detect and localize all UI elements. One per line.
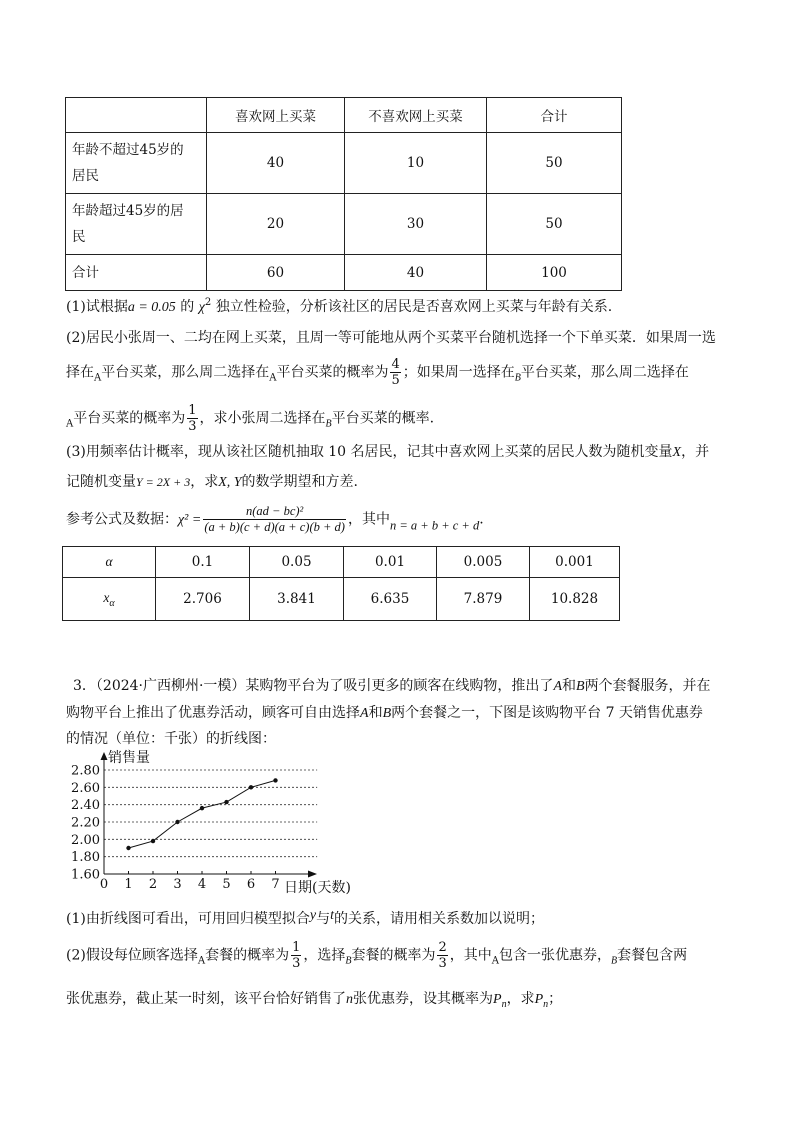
y-tick-label: 2.60: [71, 780, 100, 796]
alpha-label: α: [63, 547, 156, 578]
problem-3-q2-line1: [66, 940, 687, 971]
sales-line-chart: [66, 748, 386, 900]
x-tick-label: 5: [222, 877, 231, 892]
table-header-cell: 喜欢网上买菜: [207, 98, 345, 133]
question-2-line3: [66, 403, 434, 434]
data-point: [224, 800, 228, 804]
x-tick-label: 0: [99, 877, 109, 892]
fraction-2-3: [437, 940, 447, 971]
fraction-denominator: 3: [292, 956, 301, 971]
table-cell: 2.706: [156, 578, 250, 621]
p3q2-text: ；: [548, 991, 563, 1007]
data-point: [151, 839, 155, 843]
p3q2-text: ，其中: [449, 947, 492, 964]
problem-3-q1: [66, 908, 544, 928]
table-cell: 50: [487, 133, 622, 194]
x-alpha-label: [63, 578, 156, 621]
p3q2-text: (2)假设每位顾客选择: [66, 947, 198, 964]
fraction-numerator: 2: [438, 940, 447, 955]
package-b-label: B: [382, 706, 392, 721]
platform-b-label: B: [325, 418, 332, 430]
variable-y: y: [309, 908, 317, 923]
variable-t: t: [330, 908, 334, 923]
p3q2-text: 包含一张优惠券，: [498, 947, 611, 964]
question-1: [66, 296, 612, 316]
data-point: [200, 806, 204, 810]
question-2-line1: (2)居民小张周一、二均在网上买菜，且周一等可能地从两个买菜平台随机选择一个下单买菜．如果周一选: [66, 330, 716, 346]
row-label-line1: 合计: [72, 264, 99, 281]
table-row: [66, 194, 622, 255]
x-tick-label: 4: [197, 877, 207, 892]
x-tick-label: 6: [246, 877, 256, 892]
p3q1-text: 的关系，请用相关系数加以说明；: [333, 911, 544, 927]
package-b-label: B: [576, 679, 585, 694]
row-label: [66, 194, 207, 255]
row-label: [66, 133, 207, 194]
q1-rest: 独立性检验，分析该社区的居民是否喜欢网上买菜与年龄有关系.: [211, 299, 613, 315]
alpha-row: [63, 547, 620, 578]
formula-mid: ，其中: [347, 511, 390, 528]
q2-text: 平台买菜，那么周二选择在: [520, 364, 689, 381]
formula-numerator: n(ad − bc)²: [203, 504, 346, 520]
q3-text: 记随机变量: [66, 474, 136, 490]
fraction-numerator: 1: [292, 940, 301, 955]
p3q2-text: 张优惠券，设其概率为: [353, 991, 493, 1007]
q2-text: 平台买菜的概率为: [276, 364, 389, 381]
q3-text: 的数学期望和方差.: [241, 474, 358, 490]
data-point: [126, 846, 130, 850]
x-tick-label: 3: [173, 877, 182, 892]
y-tick-label: 1.60: [71, 867, 100, 883]
table-cell: 100: [487, 255, 622, 291]
question-3-line2: [66, 471, 358, 491]
data-point: [273, 778, 277, 782]
table-cell: 0.001: [530, 547, 620, 578]
package-a-label: A: [360, 706, 369, 721]
table-cell: 30: [345, 194, 487, 255]
y-tick-label: 2.20: [71, 815, 100, 831]
p3-text: 两个套餐服务，并在: [584, 678, 711, 694]
q2-text: ；如果周一选择在: [402, 364, 515, 381]
row-label: [66, 255, 207, 291]
row-label-line1: 年龄超过45岁的居: [72, 203, 184, 219]
row-label-line2: 居民: [72, 168, 99, 184]
p-subscript: n: [501, 999, 507, 1010]
problem-3-line3: 的情况（单位：千张）的折线图：: [66, 731, 276, 747]
table-cell: 0.05: [250, 547, 344, 578]
q1-prefix: (1)试根据: [66, 299, 128, 315]
fraction-1-3: [187, 403, 197, 434]
q2-text: 平台买菜的概率.: [331, 410, 435, 427]
table-header-cell: 合计: [487, 98, 622, 133]
q3-text: ，求: [190, 474, 219, 490]
table-cell: 0.005: [437, 547, 530, 578]
formula-end: .: [479, 511, 484, 528]
x-symbol: x: [103, 589, 110, 605]
variable-p: P: [493, 992, 502, 1007]
x-tick-label: 2: [148, 877, 158, 892]
table-row: [66, 255, 622, 291]
table-cell: 40: [207, 133, 345, 194]
problem-3-line2: [66, 702, 703, 722]
formula-denominator: (a + b)(c + d)(a + c)(b + d): [204, 520, 345, 534]
row-label-line1: 年龄不超过45岁的: [72, 142, 184, 158]
table-row: [66, 133, 622, 194]
contingency-table: [65, 97, 622, 291]
table-cell: 3.841: [250, 578, 344, 621]
chi-symbol: χ: [198, 300, 205, 315]
chi-superscript: 2: [204, 297, 212, 308]
reference-formula: [66, 504, 484, 535]
q1-condition: a = 0.05: [127, 300, 176, 315]
table-cell: 10: [345, 133, 487, 194]
problem-3-line1: [73, 675, 711, 695]
question-3-line1: [66, 441, 709, 461]
p3q2-text: ，选择: [303, 947, 346, 964]
package-a-label: A: [197, 955, 206, 967]
platform-a-label: A: [269, 372, 277, 384]
variable-n: n: [346, 992, 353, 1007]
fraction-denominator: 5: [391, 373, 400, 388]
table-header-cell: 不喜欢网上买菜: [345, 98, 487, 133]
fraction-1-3: [291, 940, 301, 971]
n-expression: n = a + b + c + d: [389, 518, 480, 533]
table-cell: 7.879: [437, 578, 530, 621]
q2-text: 平台买菜的概率为: [73, 410, 186, 427]
y-expression: Y = 2X + 3: [136, 475, 191, 489]
p3-text: 3．（2024·广西柳州·一模）某购物平台为了吸引更多的顾客在线购物，推出了: [73, 678, 554, 694]
table-header-row: [66, 98, 622, 133]
x-axis-label: 日期(天数): [284, 880, 351, 896]
table-cell: 0.01: [344, 547, 437, 578]
q2-text: ，求小张周二选择在: [199, 410, 326, 427]
formula-lhs: χ² =: [178, 512, 202, 528]
chi-square-fraction: [203, 504, 346, 535]
platform-a-label: A: [66, 418, 74, 430]
data-point: [249, 785, 253, 789]
question-2-line2: [66, 357, 689, 388]
q2-text: 平台买菜，那么周二选择在: [101, 364, 270, 381]
table-header-cell: [66, 98, 207, 133]
fraction-numerator: 4: [391, 357, 400, 372]
fraction-denominator: 3: [188, 419, 197, 434]
fraction-numerator: 1: [188, 403, 197, 418]
p3-text: 和: [562, 678, 576, 694]
x-tick-label: 7: [271, 877, 280, 892]
q3-text: (3)用频率估计概率，现从该社区随机抽取 10 名居民，记其中喜欢网上买菜的居民人数为随机变量: [66, 444, 673, 460]
p3q2-text: ，求: [506, 991, 535, 1007]
series-line: [129, 780, 276, 848]
x-axis-arrow: [308, 871, 317, 878]
critical-value-table: [62, 546, 620, 621]
y-axis-label: 销售量: [108, 750, 150, 766]
p3-text: 两个套餐之一，下图是该购物平台 7 天销售优惠券: [391, 705, 703, 721]
p3-text: 购物平台上推出了优惠券活动，顾客可自由选择: [66, 705, 360, 721]
p3q1-text: 与: [316, 911, 331, 927]
fraction-4-5: [390, 357, 400, 388]
x-tick-label: 1: [124, 877, 133, 892]
table-cell: 40: [345, 255, 487, 291]
p3q2-text: 套餐的概率为: [205, 947, 290, 964]
problem-3-q2-line2: [66, 988, 562, 1010]
fraction-denominator: 3: [438, 956, 447, 971]
row-label-line2: 民: [72, 229, 86, 245]
platform-b-label: B: [514, 372, 521, 384]
p3q2-text: 张优惠券，截止某一时刻，该平台恰好销售了: [66, 991, 346, 1007]
package-b-label: B: [610, 955, 618, 967]
formula-label: 参考公式及数据：: [66, 511, 178, 528]
p-subscript: n: [543, 999, 549, 1010]
y-tick-label: 2.00: [71, 832, 100, 848]
y-tick-label: 2.40: [71, 798, 100, 814]
package-b-label: B: [345, 955, 352, 967]
table-cell: 60: [207, 255, 345, 291]
variable-x: X: [672, 445, 682, 460]
data-point: [175, 820, 179, 824]
critical-row: [63, 578, 620, 621]
table-cell: 10.828: [530, 578, 620, 621]
p3-text: 和: [368, 705, 383, 721]
alpha-subscript: α: [109, 597, 115, 609]
q2-text: 择在: [66, 364, 94, 381]
platform-a-label: A: [94, 372, 102, 384]
y-tick-label: 1.80: [71, 850, 100, 866]
y-tick-label: 2.80: [71, 763, 100, 779]
y-axis-arrow: [101, 752, 108, 760]
table-cell: 50: [487, 194, 622, 255]
p3q1-text: (1)由折线图可看出，可用回归模型拟合: [66, 911, 310, 927]
package-a-label: A: [553, 679, 562, 694]
table-cell: 0.1: [156, 547, 250, 578]
p3q2-text: 套餐包含两: [617, 947, 688, 964]
variable-p: P: [534, 992, 544, 1007]
package-a-label: A: [491, 955, 499, 967]
table-cell: 6.635: [344, 578, 437, 621]
variables-xy: X, Y: [218, 475, 242, 490]
q3-text: ，并: [681, 444, 710, 460]
q1-mid: 的: [175, 299, 199, 315]
p3q2-text: 套餐的概率为: [351, 947, 436, 964]
table-cell: 20: [207, 194, 345, 255]
